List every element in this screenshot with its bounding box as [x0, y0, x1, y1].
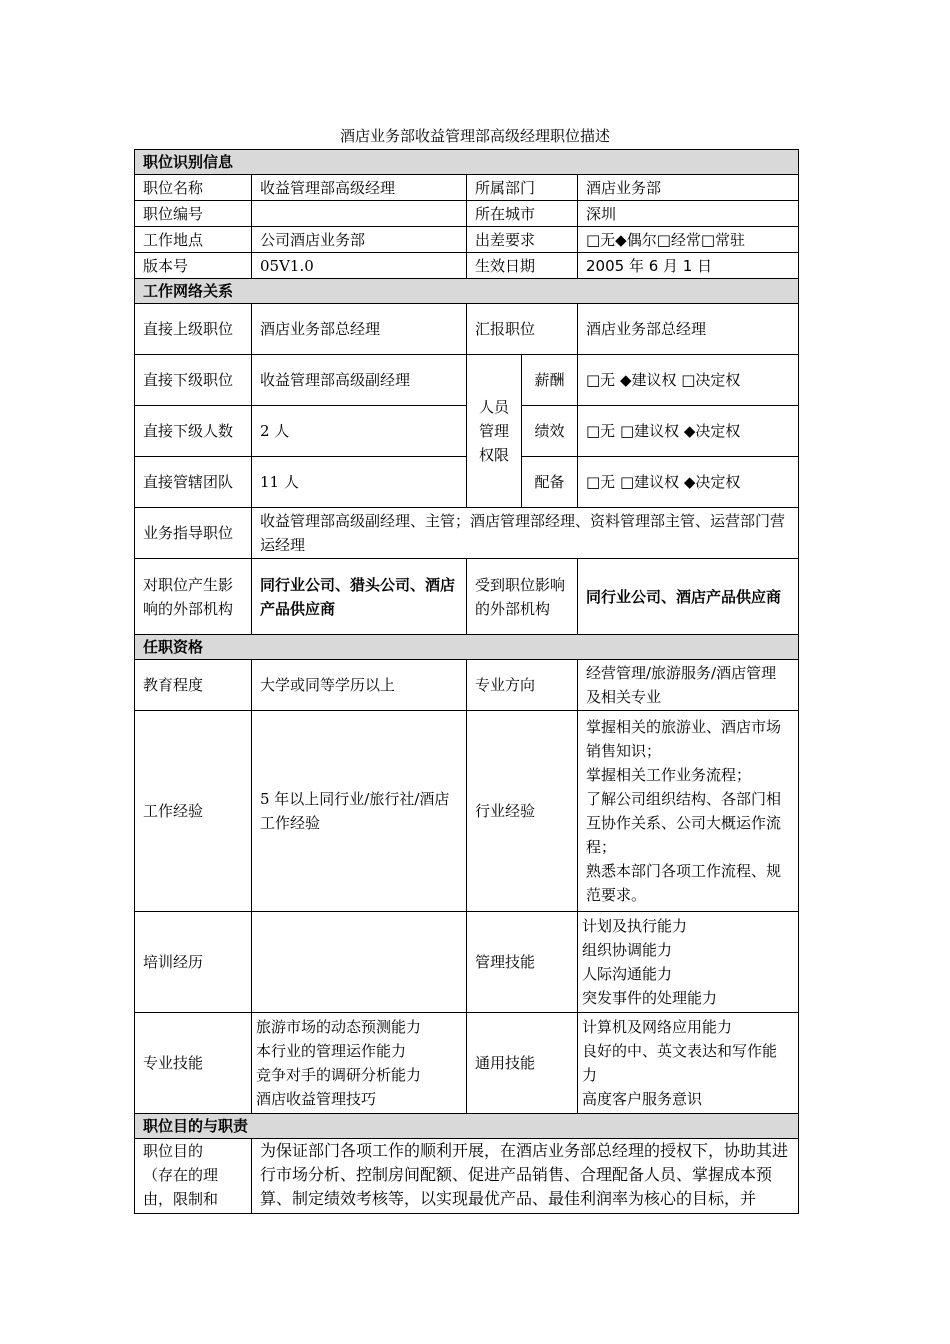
salary-value: □无 ◆建议权 □决定权: [578, 355, 799, 406]
page-title: 酒店业务部收益管理部高级经理职位描述: [339, 127, 610, 145]
team-value: 11 人: [252, 457, 467, 508]
external-influence-label: 对职位产生影响的外部机构: [135, 559, 252, 635]
table-row: [135, 711, 799, 912]
field-value: 收益管理部高级经理: [252, 175, 467, 201]
team-label: 直接管辖团队: [135, 457, 252, 508]
table-row: [135, 304, 799, 355]
field-label: 出差要求: [467, 227, 578, 253]
field-label: 版本号: [135, 253, 252, 279]
pro-skill-value: 旅游市场的动态预测能力 本行业的管理运作能力 竞争对手的调研分析能力 酒店收益管理技巧: [252, 1013, 467, 1114]
purpose-label: 职位目的 （存在的理由，限制和: [135, 1139, 252, 1214]
direct-superior-label: 直接上级职位: [135, 304, 252, 355]
industry-exp-label: 行业经验: [467, 711, 578, 912]
affected-value: 同行业公司、酒店产品供应商: [578, 559, 799, 635]
staffing-label: 配备: [522, 457, 578, 508]
table-row: [135, 660, 799, 711]
field-value: 2005 年 6 月 1 日: [578, 253, 799, 279]
field-label: 所在城市: [467, 201, 578, 227]
field-label: 职位名称: [135, 175, 252, 201]
sub-count-label: 直接下级人数: [135, 406, 252, 457]
purpose-value: 为保证部门各项工作的顺利开展，在酒店业务部总经理的授权下，协助其进行市场分析、控制房间配额、促进产品销售、合理配备人员、掌握成本预算、制定绩效考核等，以实现最优产品、最佳利润率为核心的目标，并: [252, 1139, 799, 1214]
guidance-label: 业务指导职位: [135, 508, 252, 559]
experience-label: 工作经验: [135, 711, 252, 912]
affected-label: 受到职位影响的外部机构: [467, 559, 578, 635]
section-header-purpose: 职位目的与职责: [135, 1114, 799, 1139]
field-label: 所属部门: [467, 175, 578, 201]
subordinate-value: 收益管理部高级副经理: [252, 355, 467, 406]
performance-label: 绩效: [522, 406, 578, 457]
table-row: [135, 1013, 799, 1114]
general-skill-value: 计算机及网络应用能力 良好的中、英文表达和写作能力 高度客户服务意识: [578, 1013, 799, 1114]
training-value: [252, 912, 467, 1013]
field-value: 酒店业务部: [578, 175, 799, 201]
authority-group-label: 人员 管理 权限: [467, 355, 522, 508]
experience-value: 5 年以上同行业/旅行社/酒店工作经验: [252, 711, 467, 912]
table-row: [135, 1139, 799, 1214]
major-value: 经营管理/旅游服务/酒店管理及相关专业: [578, 660, 799, 711]
job-description-table: [134, 149, 799, 1214]
external-influence-value: 同行业公司、猎头公司、酒店产品供应商: [252, 559, 467, 635]
table-row: [135, 253, 799, 279]
general-skill-label: 通用技能: [467, 1013, 578, 1114]
table-row: [135, 175, 799, 201]
table-row: [135, 912, 799, 1013]
major-label: 专业方向: [467, 660, 578, 711]
salary-label: 薪酬: [522, 355, 578, 406]
education-value: 大学或同等学历以上: [252, 660, 467, 711]
table-row: [135, 559, 799, 635]
table-row: [135, 508, 799, 559]
field-label: 生效日期: [467, 253, 578, 279]
field-value: 公司酒店业务部: [252, 227, 467, 253]
sub-count-value: 2 人: [252, 406, 467, 457]
subordinate-label: 直接下级职位: [135, 355, 252, 406]
table-row: [135, 227, 799, 253]
section-header-identification: 职位识别信息: [135, 150, 799, 175]
field-value: [252, 201, 467, 227]
industry-exp-value: 掌握相关的旅游业、酒店市场销售知识； 掌握相关工作业务流程； 了解公司组织结构、各部门相互协作关系、公司大概运作流程； 熟悉本部门各项工作流程、规范要求。: [578, 711, 799, 912]
table-row: [135, 201, 799, 227]
field-label: 工作地点: [135, 227, 252, 253]
field-value: □无◆偶尔□经常□常驻: [578, 227, 799, 253]
staffing-value: □无 □建议权 ◆决定权: [578, 457, 799, 508]
report-label: 汇报职位: [467, 304, 578, 355]
training-label: 培训经历: [135, 912, 252, 1013]
mgmt-skill-label: 管理技能: [467, 912, 578, 1013]
performance-value: □无 □建议权 ◆决定权: [578, 406, 799, 457]
field-value: 深圳: [578, 201, 799, 227]
direct-superior-value: 酒店业务部总经理: [252, 304, 467, 355]
mgmt-skill-value: 计划及执行能力 组织协调能力 人际沟通能力 突发事件的处理能力: [578, 912, 799, 1013]
field-label: 职位编号: [135, 201, 252, 227]
pro-skill-label: 专业技能: [135, 1013, 252, 1114]
education-label: 教育程度: [135, 660, 252, 711]
field-value: 05V1.0: [252, 253, 467, 279]
table-row: [135, 355, 799, 406]
guidance-value: 收益管理部高级副经理、主管；酒店管理部经理、资料管理部主管、运营部门营运经理: [252, 508, 799, 559]
report-value: 酒店业务部总经理: [578, 304, 799, 355]
section-header-network: 工作网络关系: [135, 279, 799, 304]
section-header-qualifications: 任职资格: [135, 635, 799, 660]
